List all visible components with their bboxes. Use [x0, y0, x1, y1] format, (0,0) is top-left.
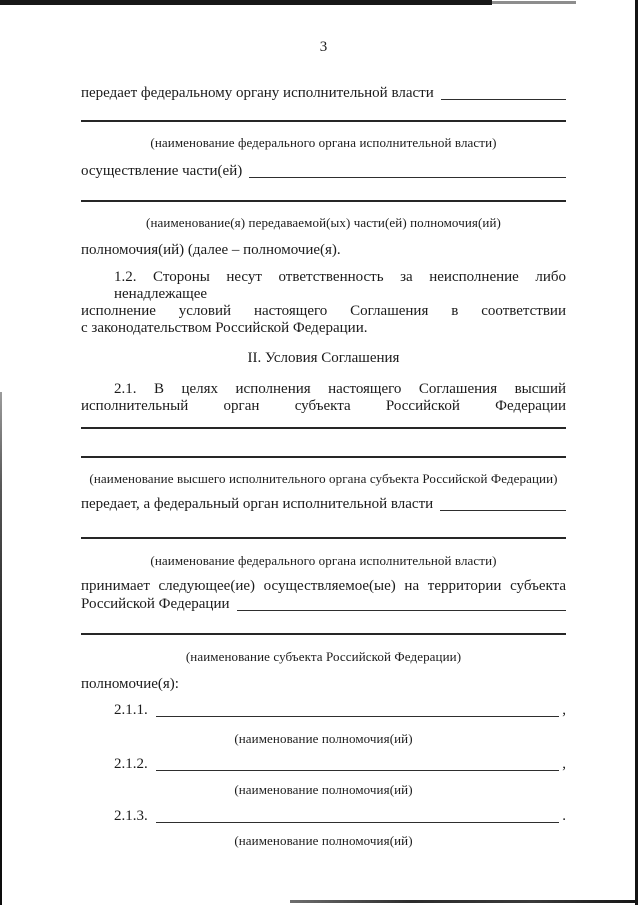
blank-line-item-2-1-3	[156, 807, 560, 823]
line-peredaet-a-federalnyy	[81, 495, 566, 513]
text-peredaet-fed-organ: передает федеральному органу исполнительной власти	[81, 85, 434, 101]
blank-line-full-5	[81, 513, 566, 539]
blank-line-fed-organ-2	[440, 495, 566, 511]
numbered-item-2-1-2	[81, 755, 566, 773]
scan-border-right	[635, 0, 638, 905]
caption-polnomochie-1: (наименование полномочия(ий)	[234, 731, 413, 746]
item-tail-2-1-3: .	[562, 808, 566, 824]
numbered-item-2-1-1	[81, 701, 566, 719]
scan-border-bottom	[290, 900, 637, 903]
numbered-item-2-1-3	[81, 807, 566, 825]
caption-vysshiy-organ: (наименование высшего исполнительного органа субъекта Российской Федерации)	[89, 471, 558, 486]
label-polnomochie: полномочие(я):	[81, 676, 179, 692]
paragraph-1-2-line-1: 1.2. Стороны несут ответственность за неисполнение либо ненадлежащее	[114, 269, 566, 302]
paragraph-2-1-line-2: исполнительный орган субъекта Российской Федерации	[81, 398, 566, 414]
paragraph-1-2	[81, 269, 566, 337]
item-tail-2-1-2: ,	[562, 756, 566, 772]
text-rossiyskoy-federatsii: Российской Федерации	[81, 596, 230, 612]
text-peredaet-a-federalnyy: передает, а федеральный орган исполнительной власти	[81, 496, 434, 512]
item-number-2-1-2: 2.1.2.	[114, 756, 148, 772]
blank-line-full-1	[81, 102, 566, 122]
paragraph-2-1-line-1: 2.1. В целях исполнения настоящего Соглашения высший	[114, 381, 566, 397]
blank-line-full-2	[81, 180, 566, 202]
paragraph-prinimaet	[81, 578, 566, 613]
blank-line-full-3	[81, 415, 566, 429]
scan-border-left	[0, 392, 2, 905]
caption-polnomochie-2: (наименование полномочия(ий)	[234, 782, 413, 797]
paragraph-prinimaet-line-2	[81, 595, 566, 613]
blank-line-fed-organ	[441, 84, 566, 100]
section-heading-ii: II. Условия Соглашения	[247, 350, 400, 366]
caption-subekt-rf: (наименование субъекта Российской Федерации)	[185, 649, 462, 664]
paragraph-prinimaet-line-1: принимает следующее(ие) осуществляемое(ые) на территории субъекта	[81, 578, 566, 594]
paragraph-1-2-line-3: с законодательством Российской Федерации.	[81, 320, 368, 336]
blank-line-full-6	[81, 613, 566, 635]
caption-peredavaemoy-chasti: (наименование(я) передаваемой(ых) части(ей) полномочия(ий)	[146, 215, 501, 230]
paragraph-1-2-line-2: исполнение условий настоящего Соглашения в соответствии	[81, 303, 566, 319]
line-peredaet-fed-organ	[81, 84, 566, 102]
blank-line-subekt	[237, 595, 566, 611]
item-number-2-1-3: 2.1.3.	[114, 808, 148, 824]
text-polnomochiya-dalee: полномочия(ий) (далее – полномочие(я).	[81, 242, 341, 258]
line-osushchestvlenie	[81, 162, 566, 180]
item-number-2-1-1: 2.1.1.	[114, 702, 148, 718]
caption-fed-organ-1: (наименование федерального органа исполнительной власти)	[150, 135, 497, 150]
blank-line-full-4	[81, 429, 566, 458]
blank-line-item-2-1-2	[156, 755, 560, 771]
item-tail-2-1-1: ,	[562, 702, 566, 718]
caption-polnomochie-3: (наименование полномочия(ий)	[234, 833, 413, 848]
blank-line-item-2-1-1	[156, 701, 560, 717]
caption-fed-organ-2: (наименование федерального органа исполнительной власти)	[150, 553, 497, 568]
text-osushchestvlenie: осуществление части(ей)	[81, 163, 243, 179]
blank-line-chasti	[249, 162, 566, 178]
paragraph-2-1	[81, 381, 566, 415]
page-content	[81, 0, 566, 849]
page-number: 3	[319, 39, 328, 55]
